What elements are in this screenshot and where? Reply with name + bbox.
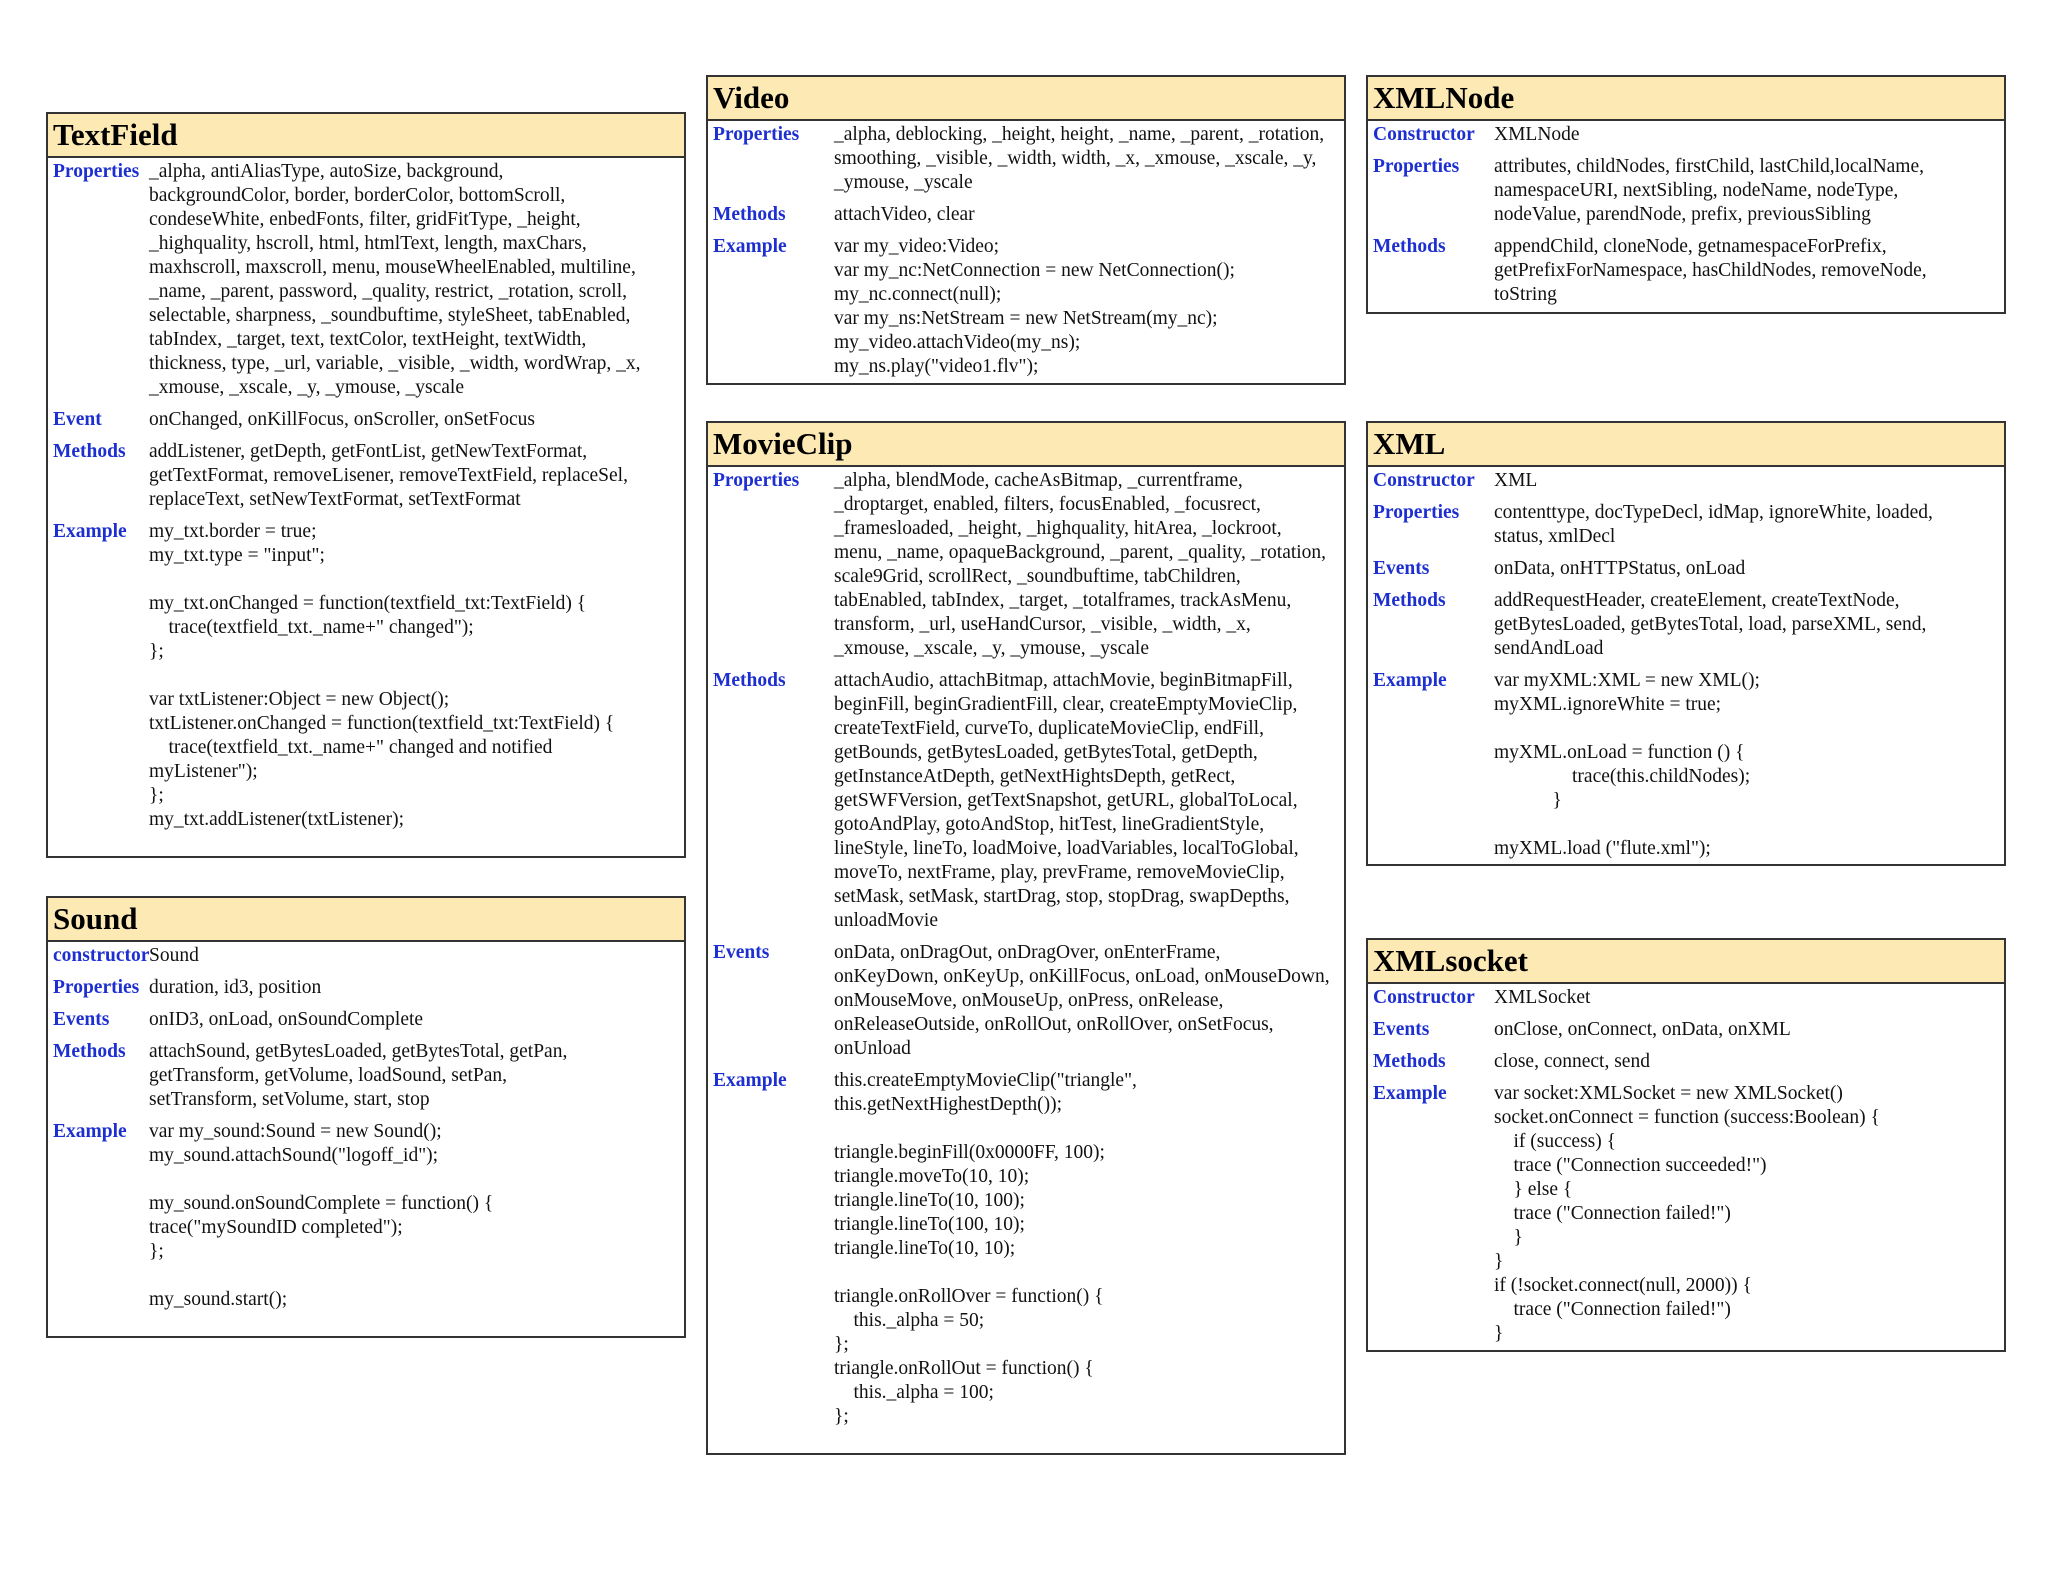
textfield-row-example	[48, 520, 684, 832]
textfield-row-value: onChanged, onKillFocus, onScroller, onSetFocus	[149, 409, 535, 430]
xmlnode-card	[1366, 75, 2006, 314]
textfield-row-value: my_txt.border = true; my_txt.type = "input"; my_txt.onChanged = function(textfield_txt:TextField) { trace(textfield_txt._name+" changed"); }; var txtListener:Object = new Object(); txtListener.onChanged = function(textfield_txt:TextField) { trace(textfield_txt._name+" changed and notified myListener"); }; my_txt.addListener(txtListener);	[149, 521, 615, 830]
movieclip-row-label: Methods	[713, 670, 786, 691]
xmlsocket-card	[1366, 938, 2006, 1352]
movieclip-row-value: _alpha, blendMode, cacheAsBitmap, _currentframe, _droptarget, enabled, filters, focusEnabled, _focusrect, _framesloaded, _height, _highquality, hitArea, _lockroot, menu, _name, opaqueBackground, _parent, _quality, _rotation, scale9Grid, scrollRect, _soundbuftime, tabChildren, tabEnabled, tabIndex, _target, _totalframes, trackAsMenu, transform, _url, useHandCursor, _visible, _width, _x, _xmouse, _xscale, _y, _ymouse, _yscale	[834, 470, 1327, 659]
xml-row-methods	[1368, 589, 2004, 661]
sound-row-value: attachSound, getBytesLoaded, getBytesTotal, getPan, getTransform, getVolume, loadSound, setPan, setTransform, setVolume, start, stop	[149, 1041, 568, 1110]
xmlnode-row-methods	[1368, 235, 2004, 307]
video-row-example	[708, 235, 1344, 379]
xml-row-value: onData, onHTTPStatus, onLoad	[1494, 558, 1746, 579]
xml-row-value: addRequestHeader, createElement, createTextNode, getBytesLoaded, getBytesTotal, load, parseXML, send, sendAndLoad	[1494, 590, 1927, 659]
xml-row-value: XML	[1494, 470, 1538, 491]
sound-row-label: Example	[53, 1121, 127, 1142]
textfield-row-event	[48, 408, 684, 432]
video-row-value: var my_video:Video; var my_nc:NetConnection = new NetConnection(); my_nc.connect(null); var my_ns:NetStream = new NetStream(my_nc); my_video.attachVideo(my_ns); my_ns.play("video1.flv");	[834, 236, 1235, 377]
xml-row-example	[1368, 669, 2004, 861]
xmlnode-row-label: Properties	[1373, 156, 1460, 177]
video-row-methods	[708, 203, 1344, 227]
xmlnode-title: XMLNode	[1368, 77, 2004, 121]
xml-row-label: Properties	[1373, 502, 1460, 523]
xmlnode-row-value: XMLNode	[1494, 124, 1580, 145]
video-title: Video	[708, 77, 1344, 121]
video-rows	[708, 121, 1344, 379]
movieclip-row-events	[708, 941, 1344, 1061]
xml-row-constructor	[1368, 469, 2004, 493]
movieclip-row-value: this.createEmptyMovieClip("triangle", this.getNextHighestDepth()); triangle.beginFill(0x0000FF, 100); triangle.moveTo(10, 10); triangle.lineTo(10, 100); triangle.lineTo(100, 10); triangle.lineTo(10, 10); triangle.onRollOver = function() { this._alpha = 50; }; triangle.onRollOut = function() { this._alpha = 100; };	[834, 1070, 1137, 1427]
movieclip-row-label: Properties	[713, 470, 800, 491]
xmlsocket-row-value: close, connect, send	[1494, 1051, 1650, 1072]
xml-row-value: contenttype, docTypeDecl, idMap, ignoreWhite, loaded, status, xmlDecl	[1494, 502, 1933, 547]
xmlsocket-rows	[1368, 984, 2004, 1346]
textfield-row-label: Event	[53, 409, 102, 430]
xmlsocket-row-constructor	[1368, 986, 2004, 1010]
xml-row-value: var myXML:XML = new XML(); myXML.ignoreWhite = true; myXML.onLoad = function () { trace(this.childNodes); } myXML.load ("flute.xml");	[1494, 670, 1760, 859]
movieclip-row-methods	[708, 669, 1344, 933]
xmlnode-row-value: attributes, childNodes, firstChild, lastChild,localName, namespaceURI, nextSibling, nodeName, nodeType, nodeValue, parendNode, prefix, previousSibling	[1494, 156, 1925, 225]
movieclip-row-value: attachAudio, attachBitmap, attachMovie, beginBitmapFill, beginFill, beginGradientFill, clear, createEmptyMovieClip, createTextField, curveTo, duplicateMovieClip, endFill, getBounds, getBytesLoaded, getBytesTotal, getDepth, getInstanceAtDepth, getNextHightsDepth, getRect, getSWFVersion, getTextSnapshot, getURL, globalToLocal, gotoAndPlay, gotoAndStop, hitTest, lineGradientStyle, lineStyle, lineTo, loadMoive, loadVariables, localToGlobal, moveTo, nextFrame, play, prevFrame, removeMovieClip, setMask, setMask, startDrag, stop, stopDrag, swapDepths, unloadMovie	[834, 670, 1299, 931]
movieclip-row-value: onData, onDragOut, onDragOver, onEnterFrame, onKeyDown, onKeyUp, onKillFocus, onLoad, onMouseDown, onMouseMove, onMouseUp, onPress, onRelease, onReleaseOutside, onRollOut, onRollOver, onSetFocus, onUnload	[834, 942, 1330, 1059]
xmlnode-row-value: appendChild, cloneNode, getnamespaceForPrefix, getPrefixForNamespace, hasChildNodes, removeNode, toString	[1494, 236, 1927, 305]
video-row-label: Properties	[713, 124, 800, 145]
sound-row-example	[48, 1120, 684, 1312]
sound-row-label: Properties	[53, 977, 140, 998]
video-card	[706, 75, 1346, 385]
video-row-label: Example	[713, 236, 787, 257]
xml-title: XML	[1368, 423, 2004, 467]
xmlnode-row-label: Methods	[1373, 236, 1446, 257]
sound-row-label: Events	[53, 1009, 110, 1030]
textfield-row-label: Example	[53, 521, 127, 542]
xml-row-label: Methods	[1373, 590, 1446, 611]
xml-card	[1366, 421, 2006, 866]
textfield-rows	[48, 158, 684, 832]
movieclip-rows	[708, 467, 1344, 1429]
xml-row-properties	[1368, 501, 2004, 549]
sound-title: Sound	[48, 898, 684, 942]
xml-row-label: Example	[1373, 670, 1447, 691]
movieclip-row-example	[708, 1069, 1344, 1429]
textfield-card	[46, 112, 686, 858]
sound-row-value: Sound	[149, 945, 199, 966]
xmlsocket-row-events	[1368, 1018, 2004, 1042]
sound-row-events	[48, 1008, 684, 1032]
sound-row-constructor	[48, 944, 684, 968]
movieclip-row-label: Example	[713, 1070, 787, 1091]
sound-row-label: Methods	[53, 1041, 126, 1062]
video-row-value: _alpha, deblocking, _height, height, _name, _parent, _rotation, smoothing, _visible, _width, width, _x, _xmouse, _xscale, _y, _ymouse, _yscale	[834, 124, 1325, 193]
xmlsocket-row-value: onClose, onConnect, onData, onXML	[1494, 1019, 1791, 1040]
sound-row-value: var my_sound:Sound = new Sound(); my_sound.attachSound("logoff_id"); my_sound.onSoundComplete = function() { trace("mySoundID completed"); }; my_sound.start();	[149, 1121, 494, 1310]
sound-row-properties	[48, 976, 684, 1000]
xml-rows	[1368, 467, 2004, 861]
video-row-properties	[708, 123, 1344, 195]
xmlsocket-row-label: Events	[1373, 1019, 1430, 1040]
xmlsocket-row-value: var socket:XMLSocket = new XMLSocket() socket.onConnect = function (success:Boolean) { if (success) { trace ("Connection succeeded!") } else { trace ("Connection failed!") } } if (!socket.connect(null, 2000)) { trace ("Connection failed!") }	[1494, 1083, 1880, 1344]
xmlnode-row-label: Constructor	[1373, 124, 1475, 145]
sound-rows	[48, 942, 684, 1312]
textfield-row-methods	[48, 440, 684, 512]
movieclip-row-properties	[708, 469, 1344, 661]
sound-card	[46, 896, 686, 1338]
sound-row-methods	[48, 1040, 684, 1112]
xml-row-events	[1368, 557, 2004, 581]
textfield-row-label: Properties	[53, 161, 140, 182]
textfield-row-properties	[48, 160, 684, 400]
movieclip-card	[706, 421, 1346, 1455]
textfield-row-value: addListener, getDepth, getFontList, getNewTextFormat, getTextFormat, removeLisener, removeTextField, replaceSel, replaceText, setNewTextFormat, setTextFormat	[149, 441, 628, 510]
xmlsocket-title: XMLsocket	[1368, 940, 2004, 984]
xml-row-label: Constructor	[1373, 470, 1475, 491]
sound-row-value: onID3, onLoad, onSoundComplete	[149, 1009, 424, 1030]
xmlsocket-row-label: Constructor	[1373, 987, 1475, 1008]
xmlnode-row-properties	[1368, 155, 2004, 227]
movieclip-title: MovieClip	[708, 423, 1344, 467]
xml-row-label: Events	[1373, 558, 1430, 579]
xmlsocket-row-example	[1368, 1082, 2004, 1346]
xmlnode-row-constructor	[1368, 123, 2004, 147]
sound-row-label: constructor	[53, 945, 150, 966]
xmlnode-rows	[1368, 121, 2004, 307]
xmlsocket-row-methods	[1368, 1050, 2004, 1074]
textfield-row-label: Methods	[53, 441, 126, 462]
textfield-title: TextField	[48, 114, 684, 158]
xmlsocket-row-label: Example	[1373, 1083, 1447, 1104]
xmlsocket-row-label: Methods	[1373, 1051, 1446, 1072]
video-row-value: attachVideo, clear	[834, 204, 975, 225]
textfield-row-value: _alpha, antiAliasType, autoSize, background, backgroundColor, border, borderColor, bottomScroll, condeseWhite, enbedFonts, filter, gridFitType, _height, _highquality, hscroll, html, htmlText, length, maxChars, maxhscroll, maxscroll, menu, mouseWheelEnabled, multiline, _name, _parent, password, _quality, restrict, _rotation, scroll, selectable, sharpness, _soundbuftime, styleSheet, tabEnabled, tabIndex, _target, text, textColor, textHeight, textWidth, thickness, type, _url, variable, _visible, _width, wordWrap, _x, _xmouse, _xscale, _y, _ymouse, _yscale	[149, 161, 641, 398]
xmlsocket-row-value: XMLSocket	[1494, 987, 1591, 1008]
video-row-label: Methods	[713, 204, 786, 225]
sound-row-value: duration, id3, position	[149, 977, 322, 998]
movieclip-row-label: Events	[713, 942, 770, 963]
